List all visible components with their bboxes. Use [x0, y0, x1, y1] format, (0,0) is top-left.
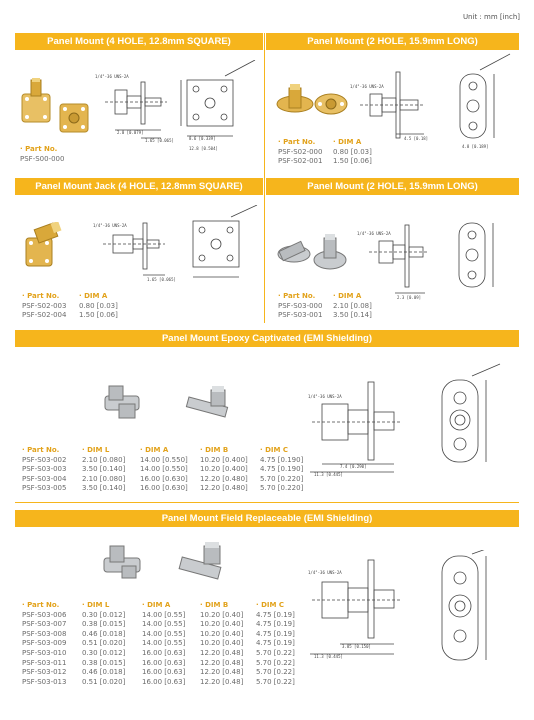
dim-c-value: 5.70 [0.220]: [260, 474, 304, 483]
dim-a-value: 0.80 [0.03]: [79, 301, 118, 310]
part-number: PSF-S00-000: [20, 154, 65, 163]
section4-part-list: [22, 601, 66, 687]
svg-text:1/4"-36 UNS-2A: 1/4"-36 UNS-2A: [350, 84, 384, 89]
section2-left-dim-a: [79, 292, 118, 321]
dim-b-value: 10.20 [0.40]: [200, 639, 244, 648]
dim-l-value: 0.46 [0.018]: [82, 668, 126, 677]
part-no-header: · Part No.: [22, 601, 66, 611]
part-number: PSF-S03-009: [22, 639, 67, 648]
section-divider: [15, 502, 519, 503]
svg-text:1/4"-36 UNS-2A: 1/4"-36 UNS-2A: [357, 231, 391, 236]
dim-b-value: 12.20 [0.480]: [200, 484, 248, 493]
svg-text:4.8 [0.189]: 4.8 [0.189]: [462, 144, 489, 149]
section4-dim-c: [256, 601, 295, 687]
drawing-4hole-dimensions: [95, 60, 260, 155]
svg-text:7.4 [0.290]: 7.4 [0.290]: [340, 464, 367, 469]
dim-l-value: 0.46 [0.018]: [82, 629, 126, 638]
svg-text:8.6 [0.339]: 8.6 [0.339]: [189, 136, 216, 141]
part-number: PSF-S03-010: [22, 648, 67, 657]
dim-a-value: 3.50 [0.14]: [333, 311, 372, 320]
part-no-header: · Part No.: [278, 292, 322, 302]
dim-l-header: · DIM L: [82, 446, 125, 456]
part-number: PSF-S02-004: [22, 311, 67, 320]
dim-b-value: 12.20 [0.48]: [200, 648, 244, 657]
dim-c-value: 4.75 [0.19]: [256, 620, 295, 629]
svg-text:11.3 [0.445]: 11.3 [0.445]: [314, 472, 343, 477]
section-title-panel-mount-4hole: Panel Mount (4 HOLE, 12.8mm SQUARE): [15, 33, 263, 50]
section3-dim-l: [82, 446, 125, 494]
dim-c-value: 5.70 [0.22]: [256, 648, 295, 657]
dim-a-header: · DIM A: [333, 138, 372, 148]
dim-l-header: · DIM L: [82, 601, 125, 611]
section-title-field-replaceable: Panel Mount Field Replaceable (EMI Shielding): [15, 510, 519, 527]
section-title-panel-mount-2hole-b: Panel Mount (2 HOLE, 15.9mm LONG): [266, 178, 519, 195]
section2-right-part-list: [278, 292, 322, 321]
part-no-header: · Part No.: [22, 446, 66, 456]
dim-l-value: 0.51 [0.020]: [82, 639, 126, 648]
dim-a-value: 14.00 [0.55]: [142, 639, 186, 648]
svg-text:1/4"-36 UNS-2A: 1/4"-36 UNS-2A: [95, 74, 129, 79]
dim-a-value: 14.00 [0.55]: [142, 629, 186, 638]
section1-right-part-list: [278, 138, 322, 167]
dim-a-value: 0.80 [0.03]: [333, 147, 372, 156]
dim-a-value: 16.00 [0.63]: [142, 677, 186, 686]
connector-photo-2hole: [275, 80, 350, 125]
section4-dim-a: [142, 601, 185, 687]
dim-a-value: 16.00 [0.630]: [140, 474, 188, 483]
part-no-header: · Part No.: [22, 292, 66, 302]
section-title-panel-mount-jack: Panel Mount Jack (4 HOLE, 12.8mm SQUARE): [15, 178, 263, 195]
unit-label: Unit : mm [inch]: [462, 13, 520, 21]
part-number: PSF-S03-012: [22, 668, 67, 677]
part-no-header: · Part No.: [278, 138, 322, 148]
dim-a-value: 16.00 [0.63]: [142, 648, 186, 657]
drawing-epoxy-dimensions: [300, 362, 525, 477]
dim-c-value: 4.75 [0.190]: [260, 455, 304, 464]
dim-c-header: · DIM C: [260, 446, 303, 456]
part-number: PSF-S02-003: [22, 301, 67, 310]
dim-a-header: · DIM A: [333, 292, 372, 302]
connector-photo-field-replaceable: [100, 540, 260, 585]
dim-a-value: 14.00 [0.55]: [142, 620, 186, 629]
svg-text:1.65 [0.065]: 1.65 [0.065]: [145, 138, 174, 143]
dim-a-value: 16.00 [0.63]: [142, 668, 186, 677]
dim-c-header: · DIM C: [256, 601, 295, 611]
section2-right-dim-a: [333, 292, 372, 321]
part-number: PSF-S03-005: [22, 484, 67, 493]
section-title-panel-mount-2hole: Panel Mount (2 HOLE, 15.9mm LONG): [266, 33, 519, 50]
dim-c-value: 4.75 [0.190]: [260, 465, 304, 474]
dim-a-value: 1.50 [0.06]: [79, 311, 118, 320]
svg-text:1/4"-36 UNS-2A: 1/4"-36 UNS-2A: [308, 570, 342, 575]
dim-l-value: 0.30 [0.012]: [82, 648, 126, 657]
part-number: PSF-S03-013: [22, 677, 67, 686]
part-number: PSF-S03-001: [278, 311, 323, 320]
dim-l-value: 3.50 [0.140]: [82, 465, 126, 474]
dim-a-value: 16.00 [0.630]: [140, 484, 188, 493]
part-number: PSF-S03-003: [22, 465, 67, 474]
dim-b-value: 12.20 [0.480]: [200, 474, 248, 483]
dim-l-value: 0.38 [0.015]: [82, 658, 126, 667]
drawing-2hole-dimensions: [350, 52, 520, 152]
section4-dim-l: [82, 601, 125, 687]
dim-a-value: 2.10 [0.08]: [333, 301, 372, 310]
dim-b-header: · DIM B: [200, 446, 248, 456]
dim-c-value: 4.75 [0.19]: [256, 639, 295, 648]
dim-b-header: · DIM B: [200, 601, 243, 611]
svg-text:1/4"-36 UNS-2A: 1/4"-36 UNS-2A: [308, 394, 342, 399]
drawing-2hole-steel-dimensions: [355, 215, 520, 305]
section3-part-list: [22, 446, 66, 494]
svg-text:1.65 [0.065]: 1.65 [0.065]: [147, 277, 176, 282]
dim-l-value: 3.50 [0.140]: [82, 484, 126, 493]
dim-l-value: 2.10 [0.080]: [82, 474, 126, 483]
dim-a-value: 14.00 [0.550]: [140, 455, 188, 464]
dim-c-value: 4.75 [0.19]: [256, 629, 295, 638]
dim-c-value: 5.70 [0.22]: [256, 677, 295, 686]
section2-left-part-list: [22, 292, 66, 321]
dim-c-value: 5.70 [0.22]: [256, 658, 295, 667]
dim-b-value: 10.20 [0.40]: [200, 629, 244, 638]
connector-photo-4hole: [20, 78, 90, 138]
part-number: PSF-S03-006: [22, 610, 67, 619]
part-number: PSF-S02-000: [278, 147, 323, 156]
svg-text:11.3 [0.445]: 11.3 [0.445]: [314, 654, 343, 659]
svg-text:3.85 [0.150]: 3.85 [0.150]: [342, 644, 371, 649]
part-number: PSF-S03-011: [22, 658, 67, 667]
connector-photo-epoxy: [95, 382, 265, 427]
part-number: PSF-S03-004: [22, 474, 67, 483]
part-number: PSF-S03-002: [22, 455, 67, 464]
dim-l-value: 0.30 [0.012]: [82, 610, 126, 619]
dim-l-value: 0.38 [0.015]: [82, 620, 126, 629]
connector-photo-jack: [22, 222, 72, 282]
dim-b-value: 10.20 [0.400]: [200, 455, 248, 464]
dim-b-value: 12.20 [0.48]: [200, 668, 244, 677]
dim-l-value: 2.10 [0.080]: [82, 455, 126, 464]
column-divider: [264, 33, 265, 323]
section4-dim-b: [200, 601, 243, 687]
svg-text:2.3 [0.09]: 2.3 [0.09]: [397, 295, 422, 300]
connector-photo-2hole-steel: [276, 232, 351, 277]
dim-b-value: 12.20 [0.48]: [200, 658, 244, 667]
svg-text:4.5 [0.18]: 4.5 [0.18]: [404, 136, 429, 141]
dim-a-header: · DIM A: [79, 292, 118, 302]
part-number: PSF-S02-001: [278, 157, 323, 166]
dim-c-value: 4.75 [0.19]: [256, 610, 295, 619]
dim-a-value: 14.00 [0.55]: [142, 610, 186, 619]
dim-a-value: 16.00 [0.63]: [142, 658, 186, 667]
section1-right-dim-a: [333, 138, 372, 167]
dim-b-value: 12.20 [0.48]: [200, 677, 244, 686]
dim-a-header: · DIM A: [140, 446, 188, 456]
part-number: PSF-S03-008: [22, 629, 67, 638]
svg-text:1/4"-36 UNS-2A: 1/4"-36 UNS-2A: [93, 223, 127, 228]
dim-a-value: 14.00 [0.550]: [140, 465, 188, 474]
section3-dim-b: [200, 446, 248, 494]
dim-a-header: · DIM A: [142, 601, 185, 611]
drawing-jack-dimensions: [85, 205, 260, 290]
section3-dim-c: [260, 446, 303, 494]
part-no-header: · Part No.: [20, 145, 64, 155]
dim-b-value: 10.20 [0.400]: [200, 465, 248, 474]
part-number: PSF-S03-000: [278, 301, 323, 310]
svg-text:2.0 [0.079]: 2.0 [0.079]: [117, 130, 144, 135]
drawing-field-replaceable-dimensions: [300, 550, 525, 675]
dim-b-value: 10.20 [0.40]: [200, 620, 244, 629]
section-title-epoxy-captivated: Panel Mount Epoxy Captivated (EMI Shielding): [15, 330, 519, 347]
section1-left-part-list: [20, 145, 64, 164]
dim-b-value: 10.20 [0.40]: [200, 610, 244, 619]
dim-a-value: 1.50 [0.06]: [333, 157, 372, 166]
section3-dim-a: [140, 446, 188, 494]
part-number: PSF-S03-007: [22, 620, 67, 629]
dim-l-value: 0.51 [0.020]: [82, 677, 126, 686]
svg-text:12.8 [0.504]: 12.8 [0.504]: [189, 146, 218, 151]
dim-c-value: 5.70 [0.220]: [260, 484, 304, 493]
dim-c-value: 5.70 [0.22]: [256, 668, 295, 677]
